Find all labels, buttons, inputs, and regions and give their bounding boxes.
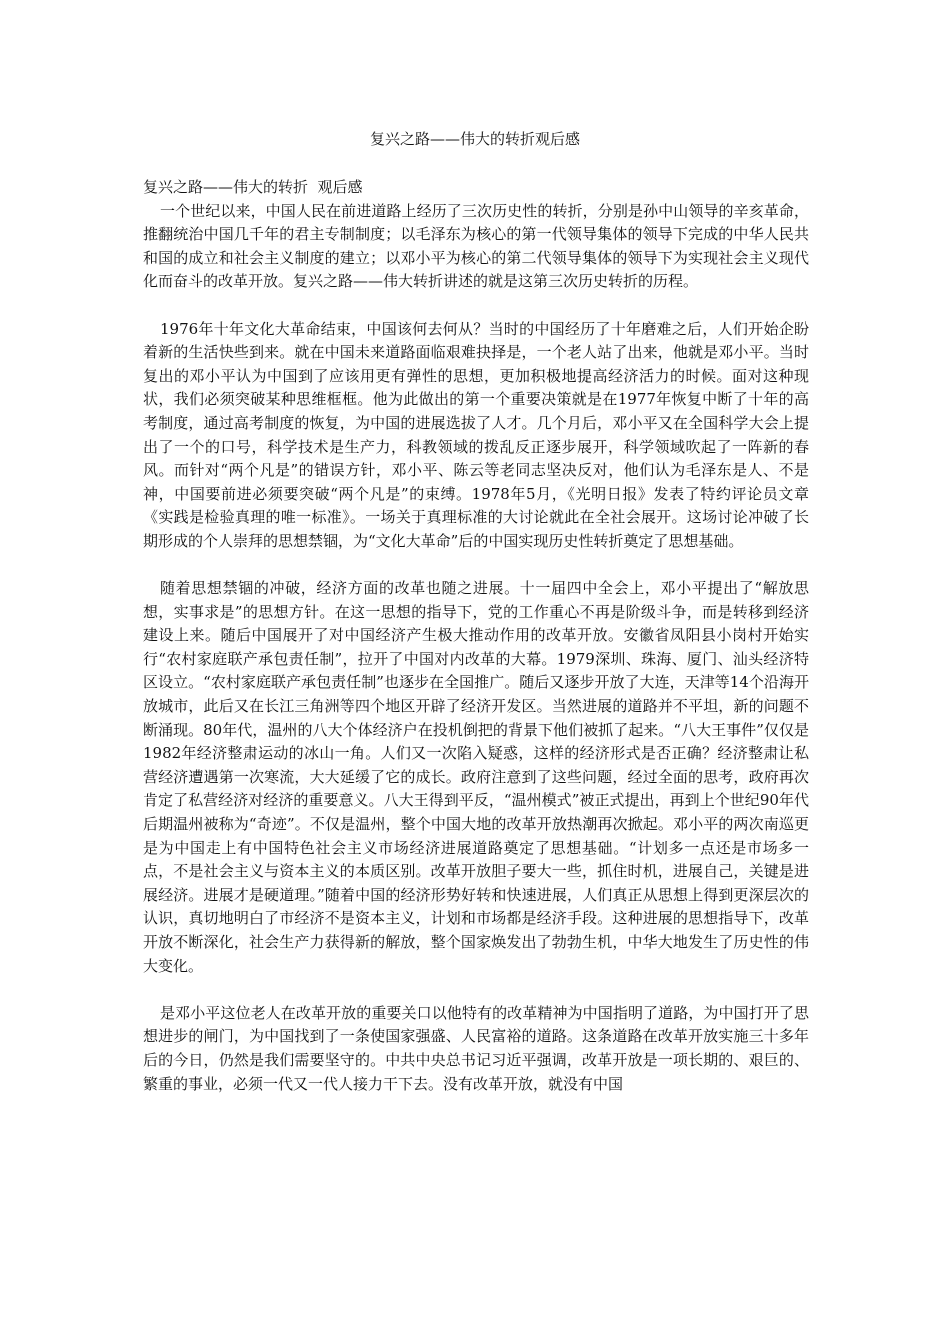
paragraph-intro: 一个世纪以来，中国人民在前进道路上经历了三次历史性的转折，分别是孙中山领导的辛亥革命，推翻统治中国几千年的君主专制制度；以毛泽东为核心的第一代领导集体的领导下完成的中华人民共和国的成立和社会主义制度的建立；以邓小平为核心的第二代领导集体的领导下为实现社会主义现代化而奋斗的改革开放。复兴之路——伟大转折讲述的就是这第三次历史转折的历程。 (143, 201, 809, 291)
document-body (143, 176, 809, 1096)
paragraph-1976: 1976年十年文化大革命结束，中国该何去何从？当时的中国经历了十年磨难之后，人们开始企盼着新的生活快些到来。就在中国未来道路面临艰难抉择是，一个老人站了出来，他就是邓小平。当时复出的邓小平认为中国到了应该用更有弹性的思想，更加积极地提高经济活力的时候。面对这种现状，我们必须突破某种思维框框。他为此做出的第一个重要决策就是在1977年恢复中断了十年的高考制度，通过高考制度的恢复，为中国的进展选拔了人才。几个月后，邓小平又在全国科学大会上提出了一个的口号，科学技术是生产力，科教领域的拨乱反正逐步展开，科学领域吹起了一阵新的春风。而针对“两个凡是”的错误方针，邓小平、陈云等老同志坚决反对，他们认为毛泽东是人、不是神，中国要前进必须要突破“两个凡是”的束缚。1978年5月，《光明日报》发表了特约评论员文章《实践是检验真理的唯一标准》。一场关于真理标准的大讨论就此在全社会展开。这场讨论冲破了长期形成的个人崇拜的思想禁锢，为“文化大革命”后的中国实现历史性转折奠定了思想基础。 (143, 319, 809, 550)
document-subtitle: 复兴之路——伟大的转折 观后感 (143, 178, 363, 196)
paragraph-economic-reform: 随着思想禁锢的冲破，经济方面的改革也随之进展。十一届四中全会上，邓小平提出了“解放思想，实事求是”的思想方针。在这一思想的指导下，党的工作重心不再是阶级斗争，而是转移到经济建设上来。随后中国展开了对中国经济产生极大推动作用的改革开放。安徽省凤阳县小岗村开始实行“农村家庭联产承包责任制”，拉开了中国对内改革的大幕。1979深圳、珠海、厦门、汕头经济特区设立。“农村家庭联产承包责任制”也逐步在全国推广。随后又逐步开放了大连，天津等14个沿海开放城市，此后又在长江三角洲等四个地区开辟了经济开发区。当然进展的道路并不平坦，新的问题不断涌现。80年代，温州的八大个体经济户在投机倒把的背景下他们被抓了起来。“八大王事件”仅仅是1982年经济整肃运动的冰山一角。人们又一次陷入疑惑，这样的经济形式是否正确？经济整肃让私营经济遭遇第一次寒流，大大延缓了它的成长。政府注意到了这些问题，经过全面的思考，政府再次肯定了私营经济对经济的重要意义。八大王得到平反，“温州模式”被正式提出，再到上个世纪90年代后期温州被称为“奇迹”。不仅是温州，整个中国大地的改革开放热潮再次掀起。邓小平的两次南巡更是为中国走上有中国特色社会主义市场经济进展道路奠定了思想基础。“计划多一点还是市场多一点，不是社会主义与资本主义的本质区别。改革开放胆子要大一些，抓住时机，进展自己，关键是进展经济。进展才是硬道理。”随着中国的经济形势好转和快速进展，人们真正从思想上得到更深层次的认识，真切地明白了市经济不是资本主义，计划和市场都是经济手段。这种进展的思想指导下，改革开放不断深化，社会生产力获得新的解放，整个国家焕发出了勃勃生机，中华大地发生了历史性的伟大变化。 (143, 579, 809, 975)
paragraph-conclusion: 是邓小平这位老人在改革开放的重要关口以他特有的改革精神为中国指明了道路，为中国打开了思想进步的闸门，为中国找到了一条使国家强盛、人民富裕的道路。这条道路在改革开放实施三十多年后的今日，仍然是我们需要坚守的。中共中央总书记习近平强调，改革开放是一项长期的、艰巨的、繁重的事业，必须一代又一代人接力干下去。没有改革开放，就没有中国 (143, 1003, 809, 1093)
document-title: 复兴之路——伟大的转折观后感 (369, 130, 580, 148)
